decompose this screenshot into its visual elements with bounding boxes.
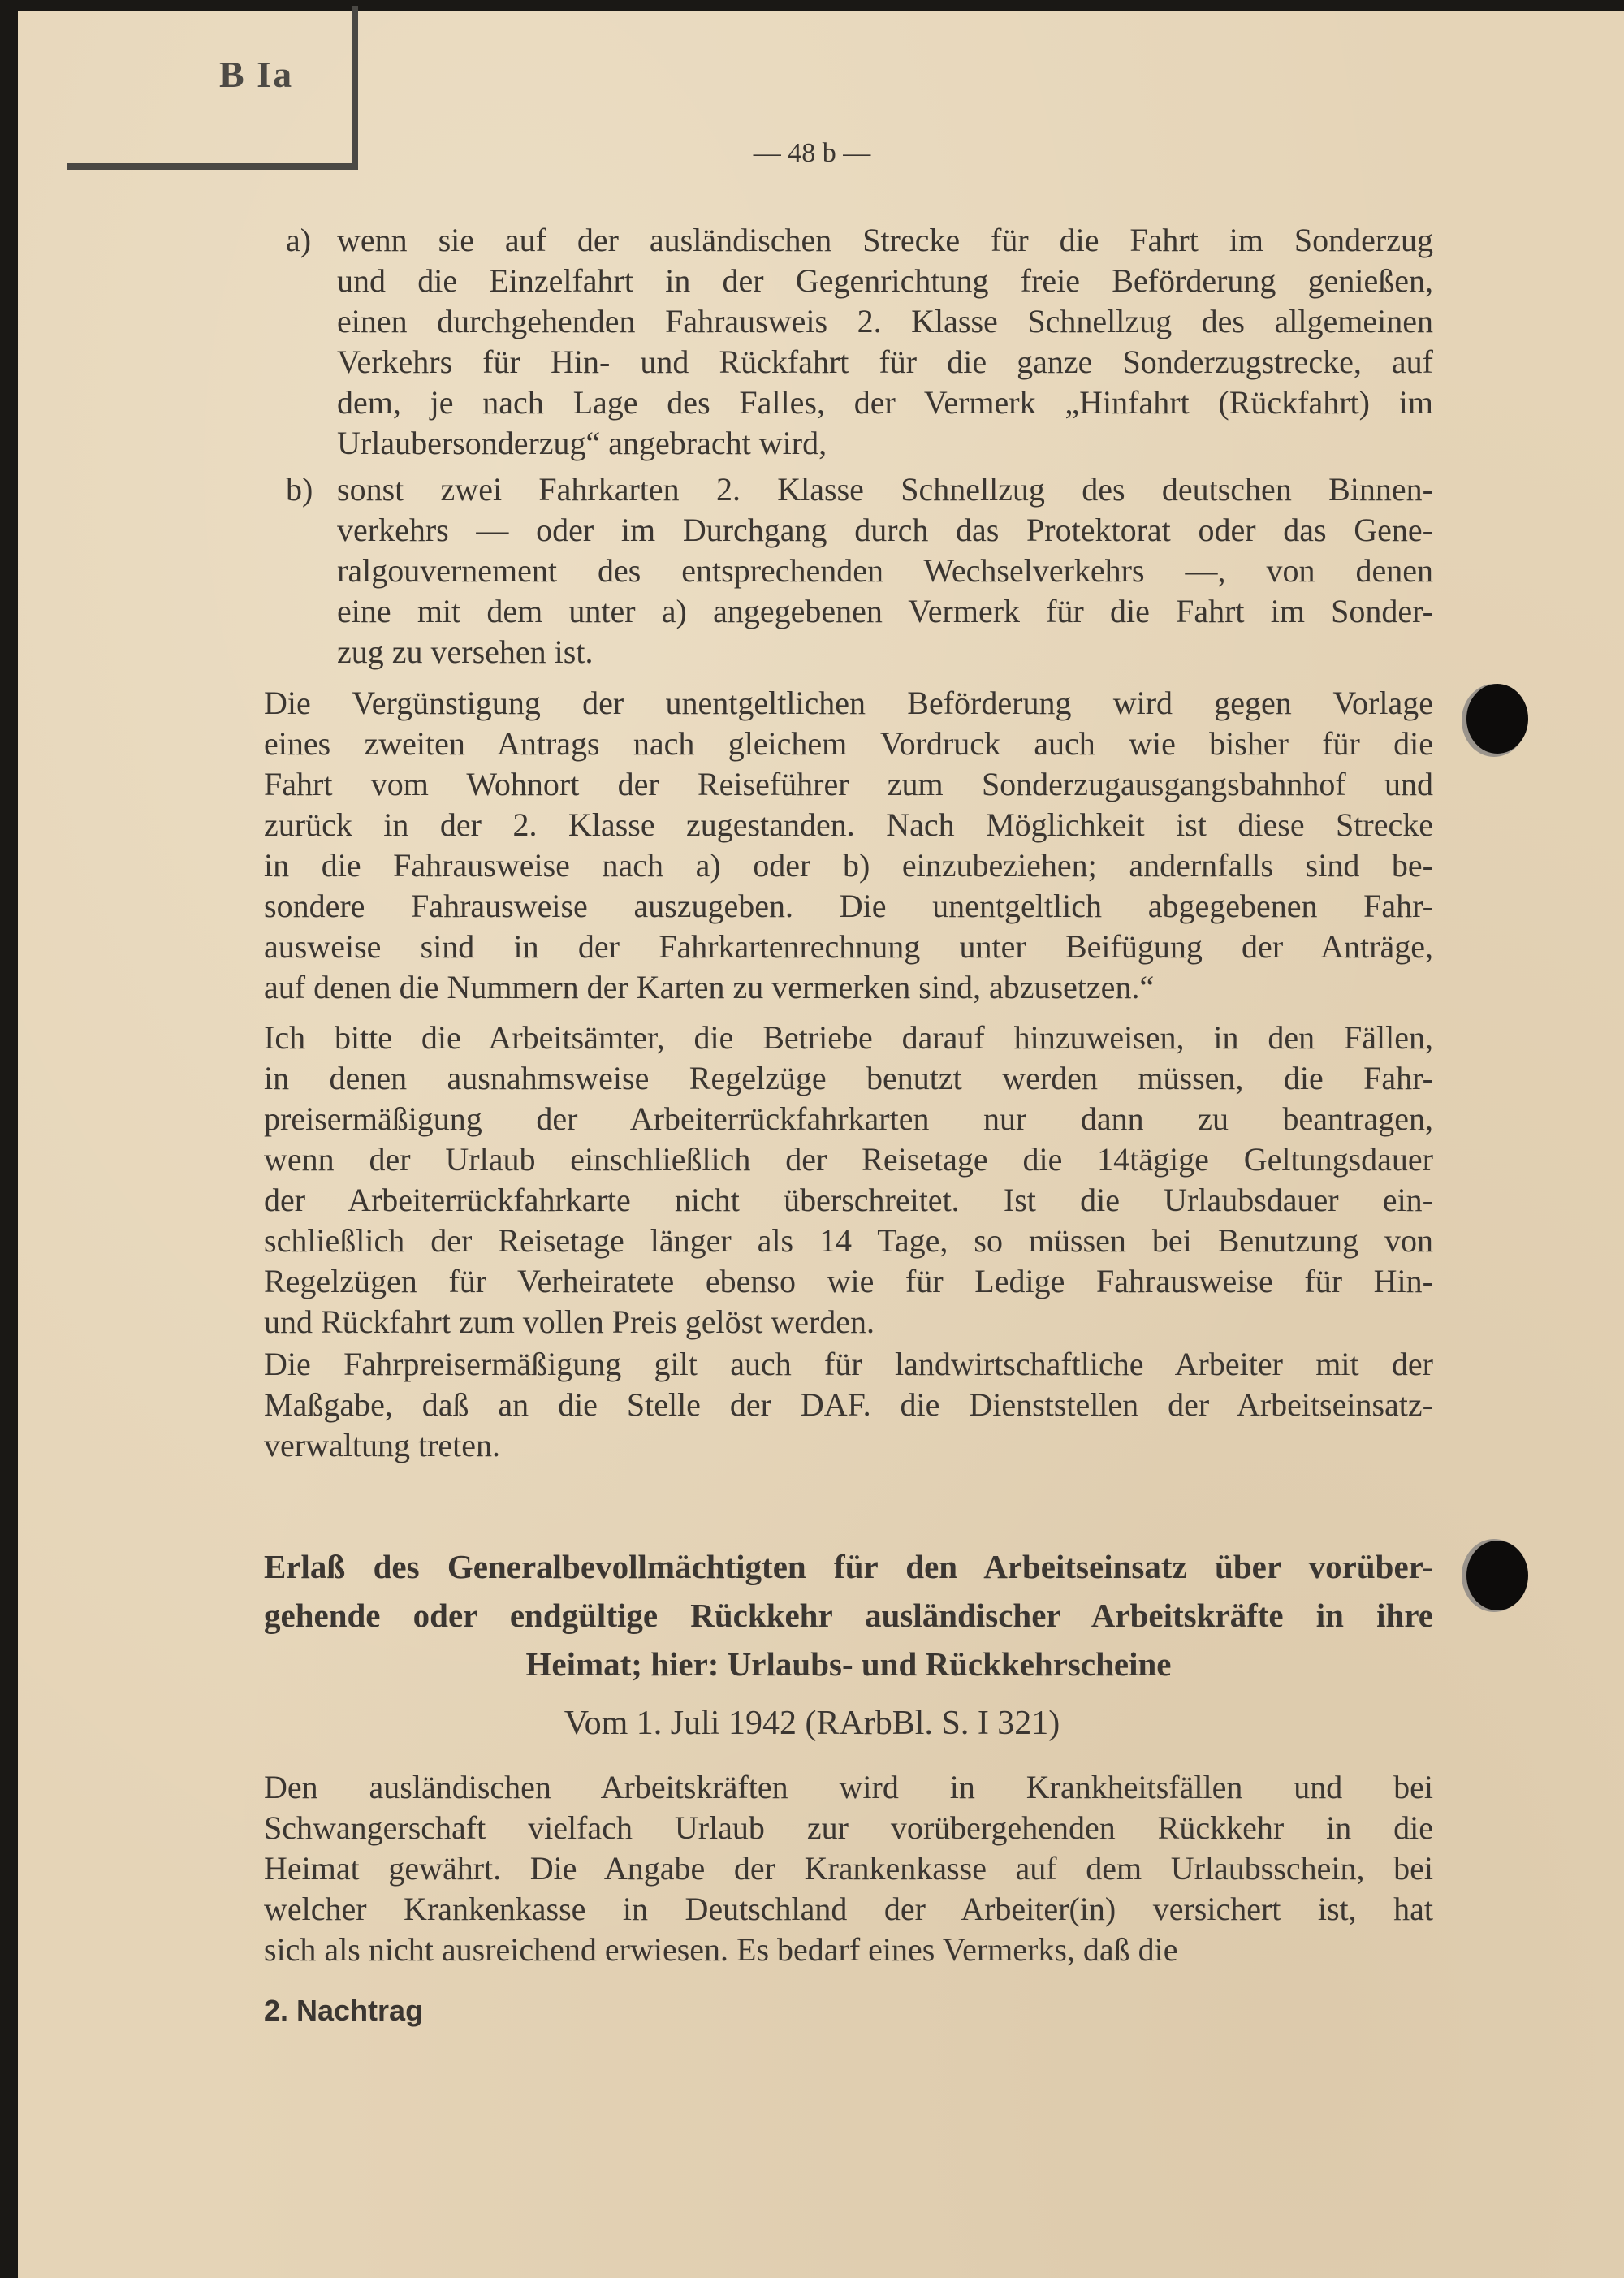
text-line: wenn der Urlaub einschließlich der Reisetage die 14tägige Geltungsdauer: [264, 1141, 1433, 1178]
item-a-text: [337, 220, 1433, 464]
text-line: Ich bitte die Arbeitsämter, die Betriebe darauf hinzuweisen, in den Fällen,: [264, 1019, 1433, 1056]
paragraph-labor-offices: [264, 1018, 1433, 1342]
text-line: ralgouvernement des entsprechenden Wechselverkehrs —, von denen: [337, 552, 1433, 589]
decree-title-line: Heimat; hier: Urlaubs- und Rückkehrscheine: [525, 1645, 1172, 1683]
text-line: schließlich der Reisetage länger als 14 Tage, so müssen bei Benutzung von: [264, 1222, 1433, 1259]
section-mark: B Ia: [219, 54, 294, 95]
text-line: Schwangerschaft vielfach Urlaub zur vorübergehenden Rückkehr in die: [264, 1809, 1433, 1846]
paragraph-agricultural: [264, 1344, 1433, 1466]
decree-title: [264, 1542, 1433, 1688]
item-b-text: [337, 469, 1433, 672]
text-line: in denen ausnahmsweise Regelzüge benutzt werden müssen, die Fahr-: [264, 1060, 1433, 1096]
text-line: verkehrs — oder im Durchgang durch das Protektorat oder das Gene-: [337, 512, 1433, 548]
text-line: Verkehrs für Hin- und Rückfahrt für die ganze Sonderzugstrecke, auf: [337, 344, 1433, 380]
punch-hole: [1466, 684, 1528, 754]
text-line: Heimat gewährt. Die Angabe der Krankenkasse auf dem Urlaubsschein, bei: [264, 1850, 1433, 1887]
punch-hole: [1466, 1541, 1528, 1610]
text-line: eines zweiten Antrags nach gleichem Vordruck auch wie bisher für die: [264, 725, 1433, 762]
text-line: zurück in der 2. Klasse zugestanden. Nach Möglichkeit ist diese Strecke: [264, 806, 1433, 843]
decree-title-line: gehende oder endgültige Rückkehr ausländischer Arbeitskräfte in ihre: [264, 1597, 1433, 1634]
item-b-label: b): [286, 471, 313, 508]
text-line: Den ausländischen Arbeitskräften wird in Krankheitsfällen und bei: [264, 1769, 1433, 1805]
text-line: welcher Krankenkasse in Deutschland der Arbeiter(in) versichert ist, hat: [264, 1891, 1433, 1927]
text-line: Maßgabe, daß an die Stelle der DAF. die Dienststellen der Arbeitseinsatz-: [264, 1386, 1433, 1423]
text-line: und die Einzelfahrt in der Gegenrichtung freie Beförderung genießen,: [337, 262, 1433, 299]
text-line: und Rückfahrt zum vollen Preis gelöst werden.: [264, 1303, 875, 1340]
text-line: Die Vergünstigung der unentgeltlichen Beförderung wird gegen Vorlage: [264, 685, 1433, 721]
text-line: preisermäßigung der Arbeiterrückfahrkarten nur dann zu beantragen,: [264, 1100, 1433, 1137]
text-line: Regelzügen für Verheiratete ebenso wie für Ledige Fahrausweise für Hin-: [264, 1263, 1433, 1299]
text-line: wenn sie auf der ausländischen Strecke für die Fahrt im Sonderzug: [337, 222, 1433, 258]
text-line: der Arbeiterrückfahrkarte nicht überschreitet. Ist die Urlaubsdauer ein-: [264, 1182, 1433, 1218]
paragraph-reduced-fare: [264, 683, 1433, 1008]
text-line: in die Fahrausweise nach a) oder b) einzubeziehen; andernfalls sind be-: [264, 847, 1433, 884]
supplement-label: 2. Nachtrag: [264, 1994, 424, 2027]
text-line: Urlaubersonderzug“ angebracht wird,: [337, 425, 827, 461]
text-line: einen durchgehenden Fahrausweis 2. Klasse Schnellzug des allgemeinen: [337, 303, 1433, 339]
text-line: dem, je nach Lage des Falles, der Vermerk „Hinfahrt (Rückfahrt) im: [337, 384, 1433, 421]
text-line: verwaltung treten.: [264, 1427, 500, 1463]
decree-body: [264, 1767, 1433, 1970]
text-line: sonst zwei Fahrkarten 2. Klasse Schnellzug des deutschen Binnen-: [337, 471, 1433, 508]
text-line: zug zu versehen ist.: [337, 633, 594, 670]
decree-title-line: Erlaß des Generalbevollmächtigten für den Arbeitseinsatz über vorüber-: [264, 1548, 1433, 1585]
page-number: — 48 b —: [753, 138, 871, 168]
text-line: Fahrt vom Wohnort der Reiseführer zum Sonderzugausgangsbahnhof und: [264, 766, 1433, 802]
text-line: Die Fahrpreisermäßigung gilt auch für landwirtschaftliche Arbeiter mit der: [264, 1346, 1433, 1382]
text-line: ausweise sind in der Fahrkartenrechnung unter Beifügung der Anträge,: [264, 928, 1433, 965]
item-a-label: a): [286, 222, 312, 258]
text-line: sondere Fahrausweise auszugeben. Die unentgeltlich abgegebenen Fahr-: [264, 888, 1433, 924]
text-line: auf denen die Nummern der Karten zu vermerken sind, abzusetzen.“: [264, 969, 1155, 1005]
text-line: eine mit dem unter a) angegebenen Vermerk für die Fahrt im Sonder-: [337, 593, 1433, 629]
decree-date: Vom 1. Juli 1942 (RArbBl. S. I 321): [564, 1705, 1060, 1742]
text-line: sich als nicht ausreichend erwiesen. Es bedarf eines Vermerks, daß die: [264, 1931, 1178, 1968]
